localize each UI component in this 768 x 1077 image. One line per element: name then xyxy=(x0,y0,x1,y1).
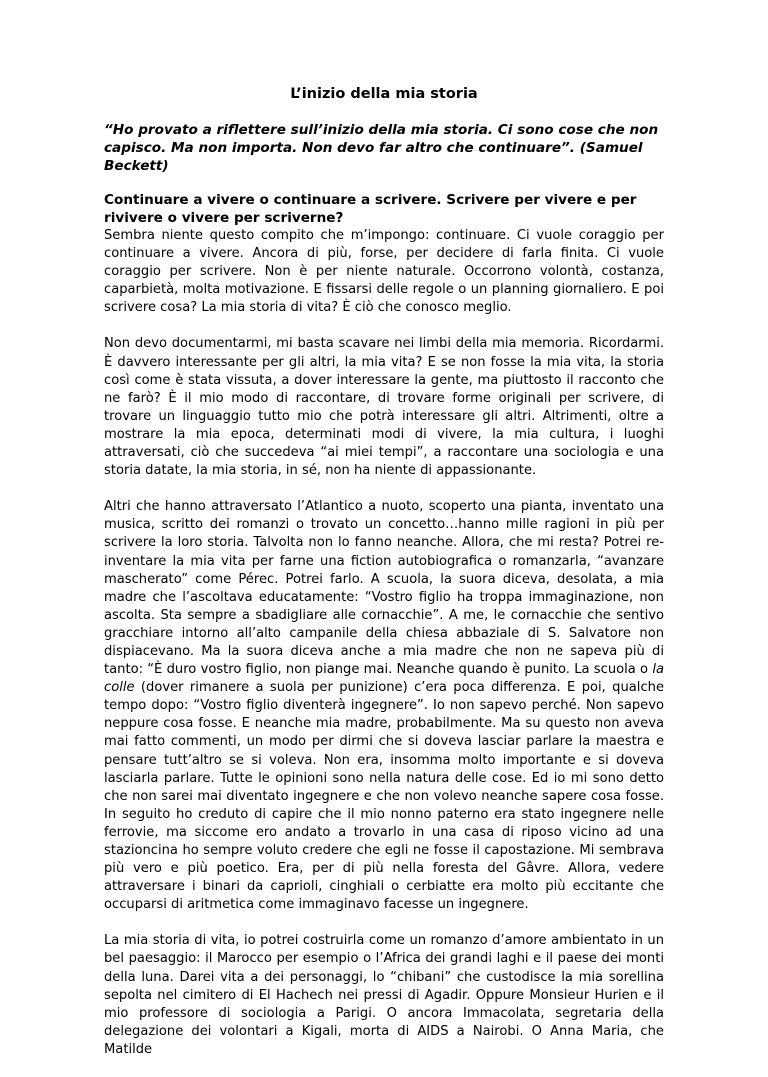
paragraph-3-text-a: Altri che hanno attraversato l’Atlantico a nuoto, scoperto una pianta, inventato una musica, scritto dei romanzi o trovato un concetto…hanno mille ragioni in più per scrivere la loro storia. Talvolta non lo fanno neanche. Allora, che mi resta? Potrei re-inventare la mia vita per farne una fiction autobiografica o romanzarla, “avanzare mascherato” come Pérec. Potrei farlo. A scuola, la suora diceva, desolata, a mia madre che l’ascoltava educatamente: “Vostro figlio ha troppa immaginazione, non ascolta. Sta sempre a sbadigliare alle cornacchie”. A me, le cornacchie che sentivo gracchiare intorno all’alto campanile della chiesa abbaziale di S. Salvatore non dispiacevano. Ma la suora diceva anche a mia madre che non ne sapeva più di tanto: “È duro vostro figlio, non piange mai. Neanche quando è punito. La scuola o xyxy=(104,499,664,678)
paragraph-2: Non devo documentarmi, mi basta scavare nei limbi della mia memoria. Ricordarmi. È davvero interessante per gli altri, la mia vita? E se non fosse la mia vita, la storia così come è stata vissuta, a dover interessare la gente, ma piuttosto il racconto che ne farò? È il mio modo di raccontare, di trovare forme originali per scrivere, di trovare un linguaggio tutto mio che potrà interessare gli altri. Altrimenti, oltre a mostrare la mia epoca, determinati modi di vivere, la mia cultura, i luoghi attraversati, ciò che succedeva “ai miei tempi”, a raccontare una sociologia e una storia datate, la mia storia, in sé, non ha niente di appassionante. xyxy=(104,336,664,479)
section-heading: Continuare a vivere o continuare a scrivere. Scrivere per vivere e per rivivere o vivere per scriverne? xyxy=(104,192,637,226)
paragraph-3-text-b: (dover rimanere a suola per punizione) c’era poca differenza. E poi, qualche tempo dopo: “Vostro figlio diventerà ingegnere”. Io non sapevo perché. Non sapevo neppure cosa fosse. E neanche mia madre, probabilmente. Ma su questo non aveva mai fatto commenti, un modo per dirmi che si doveva lasciar parlare la maestra e pensare tutt’altro se si voleva. Non era, insomma molto importante e si doveva lasciarla parlare. Tutte le opinioni sono nella natura delle cose. Ed io mi sono detto che non sarei mai diventato ingegnere e che non volevo neanche sapere cosa fosse. In seguito ho creduto di capire che il mio nonno paterno era stato ingegnere nelle ferrovie, ma siccome ero andato a trovarlo in una casa di riposo vicino ad una stazioncina ho sempre voluto credere che egli ne fosse il capostazione. Mi sembrava più vero e più poetico. Era, per di più nella foresta del Gâvre. Allora, vedere attraversare i binari da caprioli, cinghiali o cerbiatte era molto più eccitante che occuparsi di aritmetica come immaginavo facesse un ingegnere. xyxy=(104,680,664,913)
paragraph-1: Sembra niente questo compito che m’impongo: continuare. Ci vuole coraggio per continuare a vivere. Ancora di più, forse, per decidere di farla finita. Ci vuole coraggio per scrivere. Non è per niente naturale. Occorrono volontà, costanza, caparbietà, molta motivazione. E fissarsi delle regole o un planning giornaliero. E poi scrivere cosa? La mia storia di vita? È ciò che conosco meglio. xyxy=(104,228,664,316)
page-title: L’inizio della mia storia xyxy=(290,86,478,102)
epigraph-quote: “Ho provato a riflettere sull’inizio della mia storia. Ci sono cose che non capisco. Ma non importa. Non devo far altro che continuare”. (Samuel Beckett) xyxy=(104,122,659,174)
document-page xyxy=(104,84,664,1077)
paragraph-3-italic: la colle xyxy=(104,662,664,696)
paragraph-4: La mia storia di vita, io potrei costruirla come un romanzo d’amore ambientato in un bel paesaggio: il Marocco per esempio o l’Africa dei grandi laghi e il paese dei monti della luna. Darei vita a dei personaggi, lo “chibani” che custodisce la mia sorellina sepolta nel cimitero di El Hachech nei pressi di Agadir. Oppure Monsieur Hurien e il mio professore di sociologia a Parigi. O ancora Immacolata, segretaria della delegazione dei volontari a Kigali, morta di AIDS a Nairobi. O Anna Maria, che Matilde xyxy=(104,933,664,1057)
paragraph-3 xyxy=(104,498,664,914)
